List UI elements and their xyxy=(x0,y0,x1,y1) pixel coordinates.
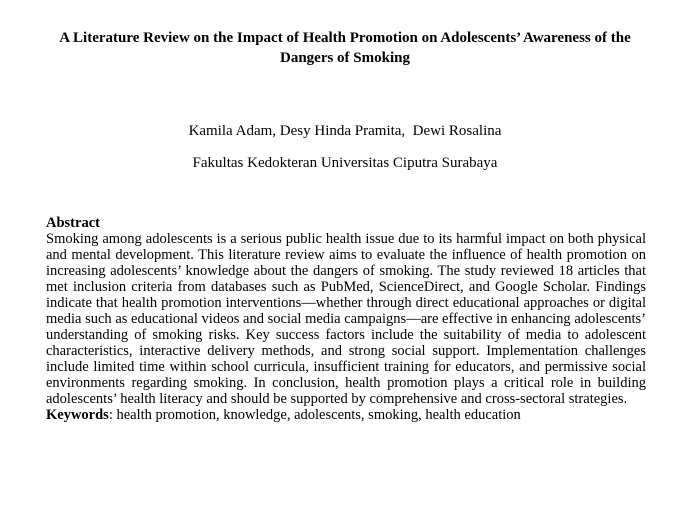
abstract-section xyxy=(46,215,646,423)
keywords-label: Keywords xyxy=(46,407,109,423)
abstract-heading: Abstract xyxy=(46,215,100,231)
affiliation-line: Fakultas Kedokteran Universitas Ciputra Surabaya xyxy=(192,155,498,171)
authors-line: Kamila Adam, Desy Hinda Pramita, Dewi Rosalina xyxy=(188,123,502,139)
keywords-text: : health promotion, knowledge, adolescents, smoking, health education xyxy=(108,407,521,423)
keywords-line xyxy=(46,407,646,423)
paper-title: A Literature Review on the Impact of Health Promotion on Adolescents’ Awareness of the Dangers of Smoking xyxy=(59,30,631,66)
abstract-body-text: Smoking among adolescents is a serious public health issue due to its harmful impact on both physical and mental development. This literature review aims to evaluate the influence of health promotion on increasing adolescents’ knowledge about the dangers of smoking. The study reviewed 18 articles that met inclusion criteria from databases such as PubMed, ScienceDirect, and Google Scholar. Findings indicate that health promotion interventions—whether through direct educational approaches or digital media such as educational videos and social media campaigns—are effective in enhancing adolescents’ understanding of smoking risks. Key success factors include the suitability of media to adolescent characteristics, interactive delivery methods, and strong social support. Implementation challenges include limited time within school curricula, insufficient training for educators, and permissive social environments regarding smoking. In conclusion, health promotion plays a critical role in building adolescents’ health literacy and should be supported by comprehensive and cross-sectoral strategies. xyxy=(46,231,646,407)
